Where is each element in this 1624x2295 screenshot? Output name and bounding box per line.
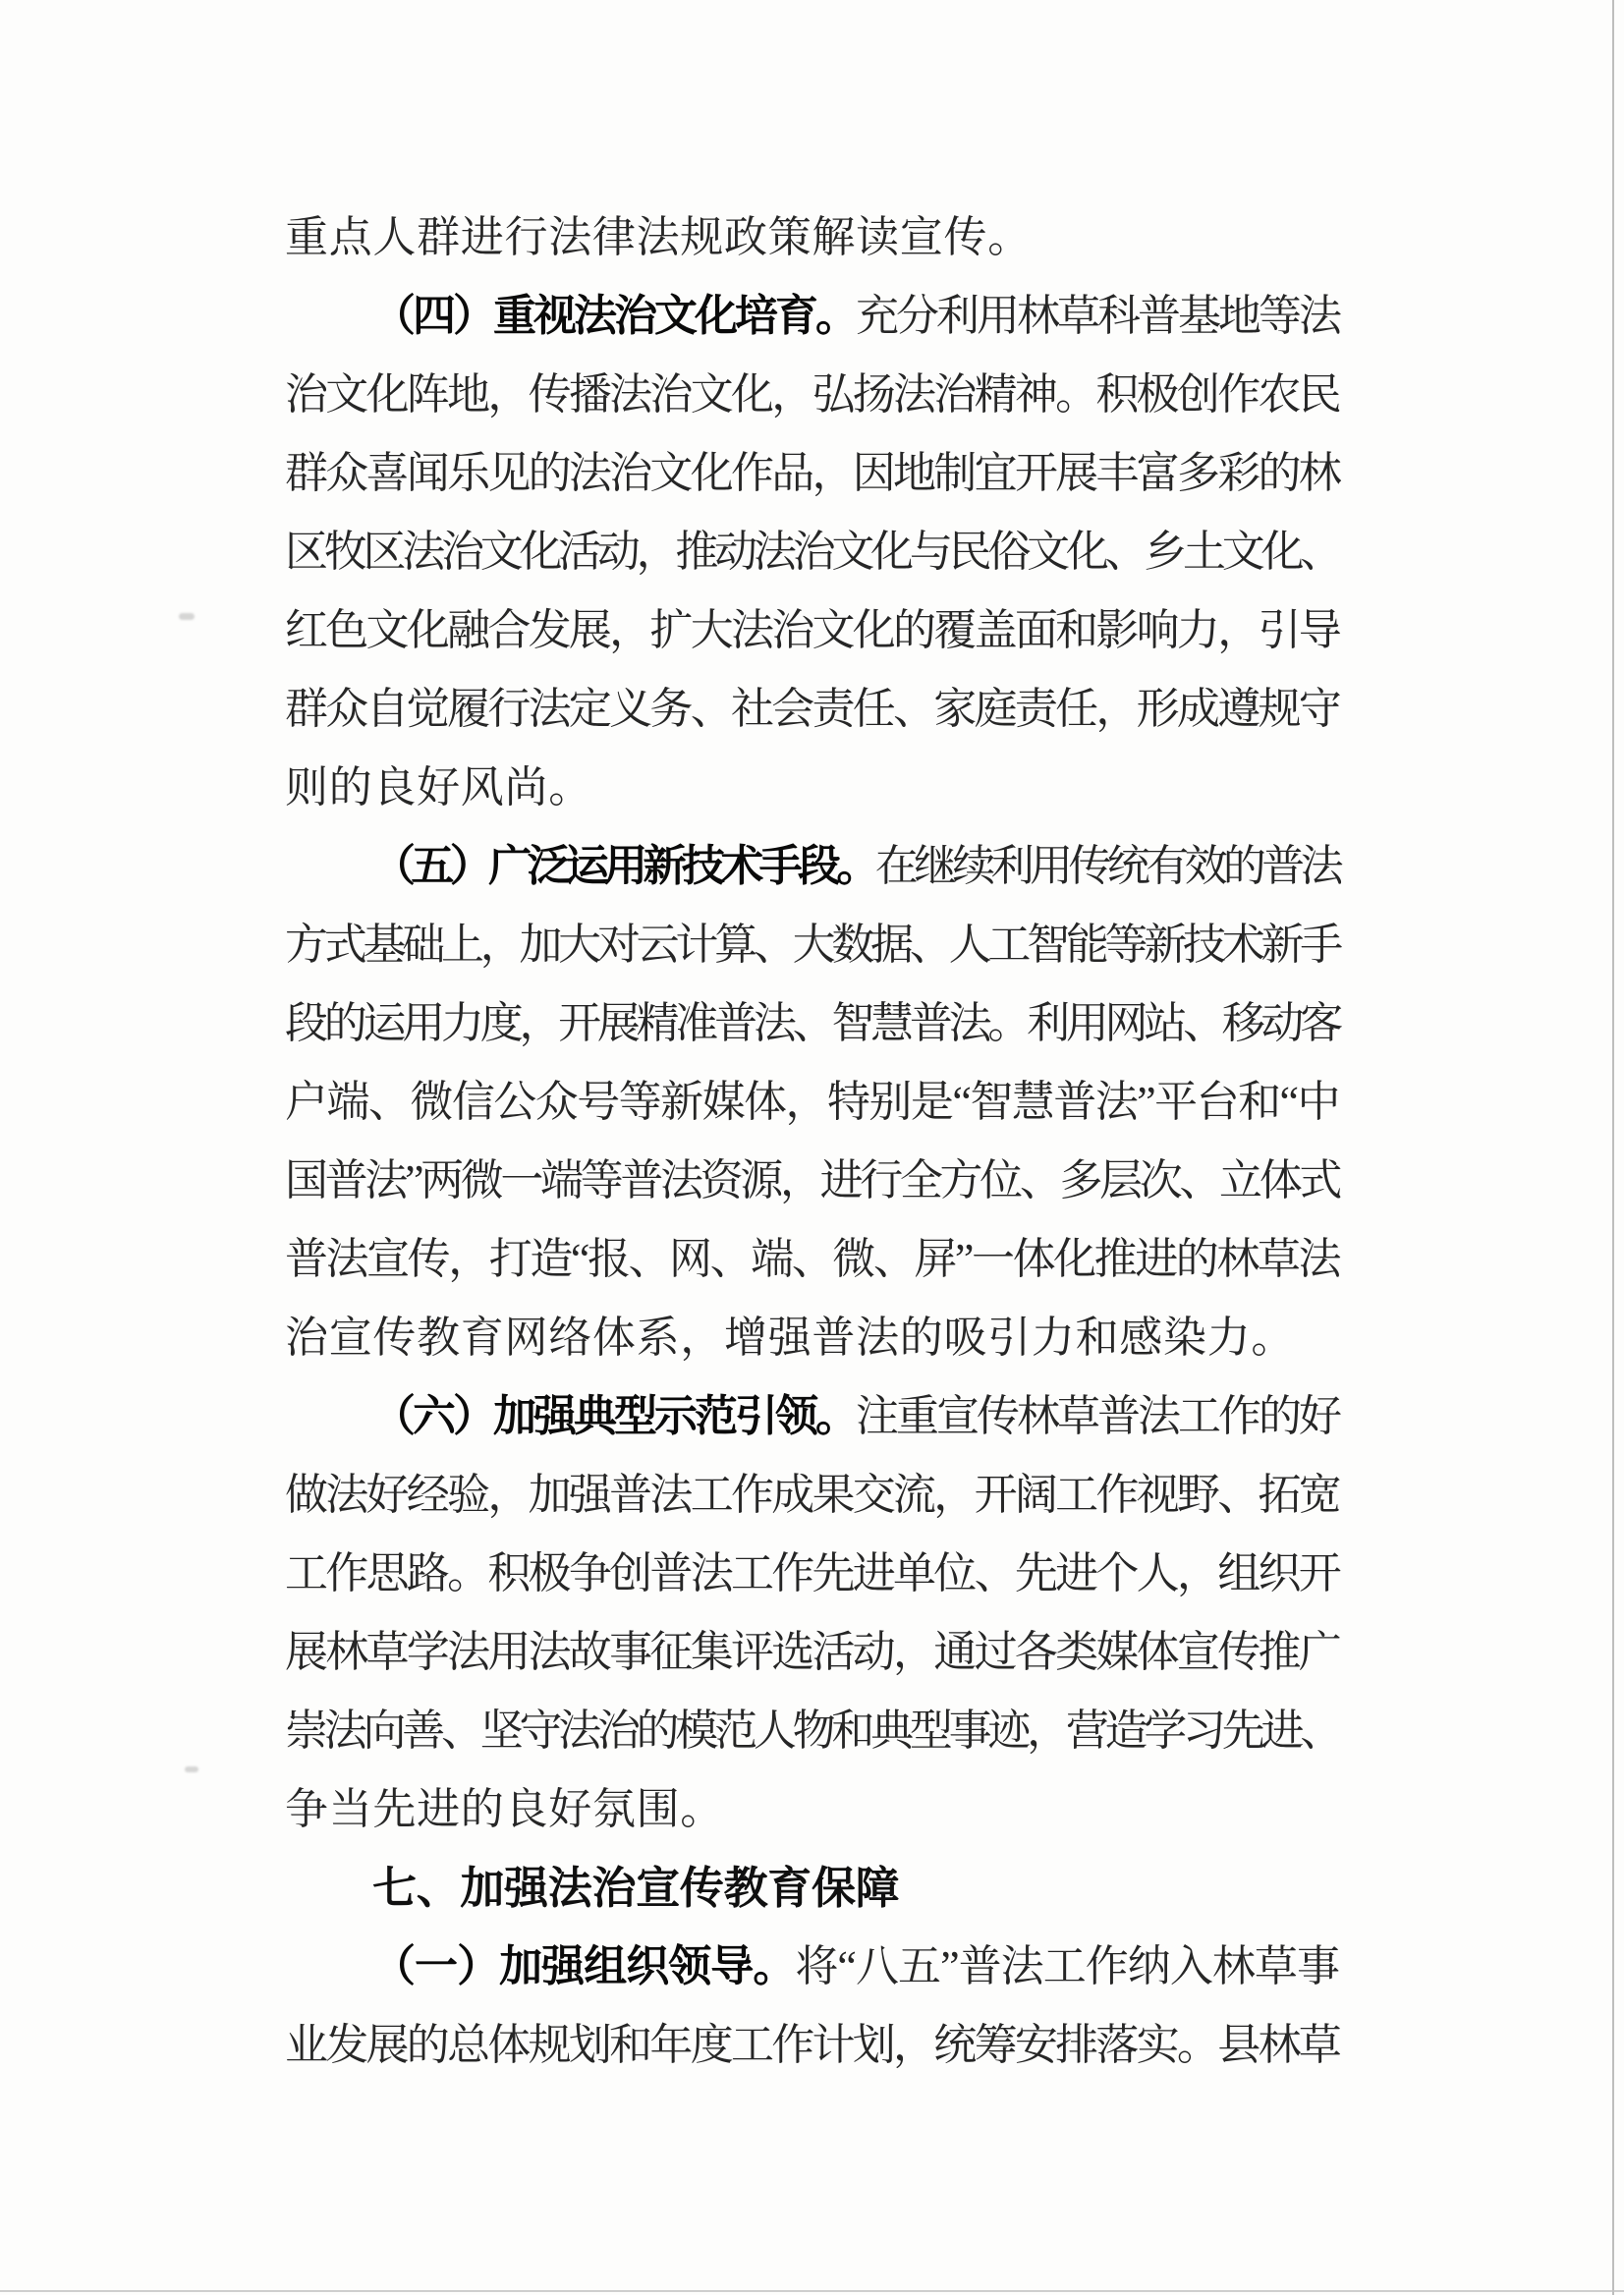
body-text: 群众喜闻乐见的法治文化作品，因地制宜开展丰富多彩的林 <box>285 449 1339 497</box>
body-text: 业发展的总体规划和年度工作计划，统筹安排落实。县林草 <box>285 2021 1339 2069</box>
paragraph-lead: （六）加强典型示范引领。 <box>372 1392 856 1440</box>
body-text: 治文化阵地，传播法治文化，弘扬法治精神。积极创作农民 <box>285 370 1339 419</box>
body-text: 治宣传教育网络体系，增强普法的吸引力和感染力。 <box>285 1314 1296 1362</box>
body-text: 户端、微信公众号等新媒体，特别是“智慧普法”平台和“中 <box>285 1078 1339 1126</box>
body-line <box>285 2006 1339 2085</box>
body-line <box>285 434 1339 513</box>
scan-edge-artifact-right <box>1612 0 1614 2295</box>
body-text: 段的运用力度，开展精准普法、智慧普法。利用网站、移动客 <box>285 999 1339 1047</box>
paragraph-start-line <box>285 1377 1339 1456</box>
body-line <box>285 1770 1339 1849</box>
document-text-block <box>285 198 1339 2085</box>
body-line <box>285 198 1339 277</box>
body-line <box>285 1142 1339 1220</box>
scan-edge-artifact-bottom <box>0 2290 1624 2292</box>
paragraph-lead: （五）广泛运用新技术手段。 <box>372 842 875 890</box>
body-text: 充分利用林草科普基地等法 <box>856 292 1339 340</box>
body-text: 在继续利用传统有效的普法 <box>874 842 1340 890</box>
section-heading-text: 七、加强法治宣传教育保障 <box>372 1862 900 1914</box>
scan-speckle <box>179 613 195 620</box>
paragraph-lead: （四）重视法治文化培育。 <box>372 292 856 340</box>
body-text: 将“八五”普法工作纳入林草事 <box>795 1942 1339 1990</box>
body-line <box>285 749 1339 827</box>
body-line <box>285 1535 1339 1613</box>
body-line <box>285 906 1339 984</box>
body-text: 注重宣传林草普法工作的好 <box>856 1392 1339 1440</box>
body-text: 争当先进的良好氛围。 <box>285 1785 724 1833</box>
body-line <box>285 1613 1339 1692</box>
body-line <box>285 356 1339 434</box>
body-text: 展林草学法用法故事征集评选活动，通过各类媒体宣传推广 <box>285 1628 1339 1676</box>
body-line <box>285 591 1339 670</box>
scan-speckle <box>185 1766 198 1772</box>
body-line <box>285 1299 1339 1377</box>
body-line <box>285 1063 1339 1142</box>
body-line <box>285 1456 1339 1535</box>
body-text: 国普法”两微一端等普法资源，进行全方位、多层次、立体式 <box>285 1156 1339 1204</box>
body-line <box>285 984 1339 1063</box>
body-text: 方式基础上，加大对云计算、大数据、人工智能等新技术新手 <box>285 921 1339 969</box>
body-line <box>285 1220 1339 1299</box>
body-text: 普法宣传，打造“报、网、端、微、屏”一体化推进的林草法 <box>285 1235 1339 1283</box>
paragraph-lead: （一）加强组织领导。 <box>372 1942 796 1990</box>
body-text: 重点人群进行法律法规政策解读宣传。 <box>285 213 1032 261</box>
paragraph-start-line <box>285 827 1339 906</box>
body-text: 做法好经验，加强普法工作成果交流，开阔工作视野、拓宽 <box>285 1471 1339 1519</box>
body-line <box>285 1692 1339 1770</box>
section-heading <box>285 1849 1339 1928</box>
body-text: 工作思路。积极争创普法工作先进单位、先进个人，组织开 <box>285 1549 1339 1597</box>
paragraph-start-line <box>285 1928 1339 2006</box>
body-text: 崇法向善、坚守法治的模范人物和典型事迹，营造学习先进、 <box>285 1707 1339 1755</box>
paragraph-start-line <box>285 277 1339 356</box>
body-text: 红色文化融合发展，扩大法治文化的覆盖面和影响力，引导 <box>285 606 1339 654</box>
body-line <box>285 513 1339 591</box>
body-line <box>285 670 1339 749</box>
body-text: 区牧区法治文化活动，推动法治文化与民俗文化、乡土文化、 <box>285 528 1339 576</box>
body-text: 群众自觉履行法定义务、社会责任、家庭责任，形成遵规守 <box>285 685 1339 733</box>
body-text: 则的良好风尚。 <box>285 763 592 812</box>
